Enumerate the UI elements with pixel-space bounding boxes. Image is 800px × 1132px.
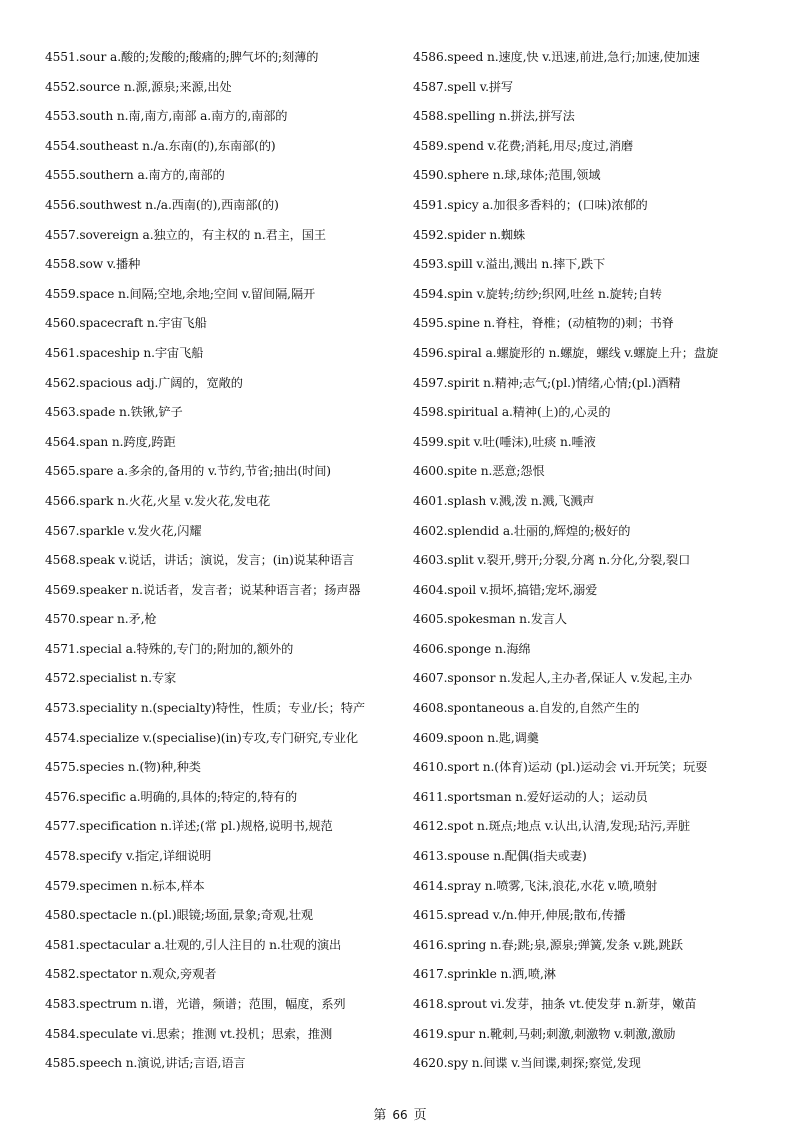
vocab-entry: 4590.sphere n.球,球体;范围,领域	[413, 168, 601, 183]
vocab-entry: 4619.spur n.靴刺,马刺;刺激,刺激物 v.刺激,激励	[413, 1026, 676, 1041]
vocab-entry: 4570.spear n.矛,枪	[45, 612, 157, 627]
vocab-entry: 4565.spare a.多余的,备用的 v.节约,节省;抽出(时间)	[45, 464, 331, 479]
vocab-entry: 4572.specialist n.专家	[45, 671, 177, 686]
vocab-entry: 4564.span n.跨度,跨距	[45, 434, 176, 449]
vocab-entry: 4556.southwest n./a.西南(的),西南部(的)	[45, 197, 279, 212]
vocab-entry: 4574.specialize v.(specialise)(in)专攻,专门研究,专业化	[45, 730, 358, 745]
vocab-entry: 4606.sponge n.海绵	[413, 641, 531, 656]
vocab-entry: 4567.sparkle v.发火花,闪耀	[45, 523, 202, 538]
vocab-entry: 4576.specific a.明确的,具体的;特定的,特有的	[45, 789, 298, 804]
page-number: 66	[392, 1108, 408, 1122]
vocab-entry: 4613.spouse n.配偶(指夫或妻)	[413, 849, 587, 864]
vocab-entry: 4592.spider n.蜘蛛	[413, 227, 526, 242]
vocab-entry: 4598.spiritual a.精神(上)的,心灵的	[413, 405, 611, 420]
vocab-entry: 4602.splendid a.壮丽的,辉煌的;极好的	[413, 523, 631, 538]
vocab-entry: 4588.spelling n.拼法,拼写法	[413, 109, 575, 124]
vocab-entry: 4609.spoon n.匙,调羹	[413, 730, 539, 745]
vocab-entry: 4579.specimen n.标本,样本	[45, 878, 205, 893]
vocab-entry: 4617.sprinkle n.洒,喷,淋	[413, 967, 556, 982]
vocab-entry: 4569.speaker n.说话者，发言者；说某种语言者；扬声器	[45, 582, 361, 597]
vocab-entry: 4597.spirit n.精神;志气;(pl.)情绪,心情;(pl.)酒精	[413, 375, 681, 390]
vocab-entry: 4618.sprout vi.发芽，抽条 vt.使发芽 n.新芽，嫩苗	[413, 997, 697, 1011]
vocab-entry: 4596.spiral a.螺旋形的 n.螺旋，螺线 v.螺旋上升；盘旋	[413, 345, 719, 360]
vocab-entry: 4583.spectrum n.谱，光谱，频谱；范围，幅度，系列	[45, 997, 346, 1011]
vocab-entry: 4604.spoil v.损坏,搞错;宠坏,溺爱	[413, 582, 598, 597]
vocab-entry: 4614.spray n.喷雾,飞沫,浪花,水花 v.喷,喷射	[413, 878, 658, 893]
vocab-entry: 4571.special a.特殊的,专门的;附加的,额外的	[45, 641, 294, 656]
vocab-entry: 4573.speciality n.(specialty)特性，性质；专业/长；特产	[45, 701, 365, 716]
vocab-entry: 4608.spontaneous a.自发的,自然产生的	[413, 701, 640, 716]
vocab-entry: 4611.sportsman n.爱好运动的人；运动员	[413, 789, 648, 804]
vocab-entry: 4557.sovereign a.独立的，有主权的 n.君主，国王	[45, 227, 326, 242]
vocab-entry: 4616.spring n.春;跳;泉,源泉;弹簧,发条 v.跳,跳跃	[413, 937, 683, 952]
vocab-entry: 4587.spell v.拼写	[413, 79, 514, 94]
footer-suffix: 页	[413, 1108, 427, 1123]
footer-prefix: 第	[373, 1108, 387, 1123]
vocab-entry: 4620.spy n.间谍 v.当间谍,刺探;察觉,发现	[413, 1056, 641, 1071]
vocab-entry: 4561.spaceship n.宇宙飞船	[45, 345, 204, 360]
vocab-entry: 4558.sow v.播种	[45, 257, 141, 272]
vocab-entry: 4568.speak v.说话，讲话；演说，发言；(in)说某种语言	[45, 553, 355, 568]
vocab-entry: 4581.spectacular a.壮观的,引人注目的 n.壮观的演出	[45, 937, 342, 952]
vocab-entry: 4586.speed n.速度,快 v.迅速,前进,急行;加速,使加速	[413, 50, 700, 64]
vocab-entry: 4559.space n.间隔;空地,余地;空间 v.留间隔,隔开	[45, 286, 316, 301]
vocab-entry: 4584.speculate vi.思索；推测 vt.投机；思索，推测	[45, 1026, 333, 1041]
vocab-entry: 4591.spicy a.加很多香料的；(口味)浓郁的	[413, 197, 648, 212]
vocab-entry: 4610.sport n.(体育)运动 (pl.)运动会 vi.开玩笑；玩耍	[413, 760, 708, 775]
vocab-entry: 4594.spin v.旋转;纺纱;织网,吐丝 n.旋转;自转	[413, 286, 662, 301]
vocab-entry: 4560.spacecraft n.宇宙飞船	[45, 316, 207, 331]
vocab-entry: 4589.spend v.花费;消耗,用尽;度过,消磨	[413, 138, 634, 153]
vocab-entry: 4603.split v.裂开,劈开;分裂,分离 n.分化,分裂,裂口	[413, 553, 691, 568]
vocab-entry: 4575.species n.(物)种,种类	[45, 760, 201, 775]
vocab-entry: 4554.southeast n./a.东南(的),东南部(的)	[45, 138, 276, 153]
vocab-entry: 4552.source n.源,源泉;来源,出处	[45, 79, 232, 94]
right-column	[413, 43, 795, 1079]
vocab-entry: 4563.spade n.铁锹,铲子	[45, 405, 183, 420]
vocab-entry: 4595.spine n.脊柱，脊椎；(动植物的)刺；书脊	[413, 316, 674, 331]
vocab-entry: 4607.sponsor n.发起人,主办者,保证人 v.发起,主办	[413, 671, 692, 686]
vocab-entry: 4585.speech n.演说,讲话;言语,语言	[45, 1056, 246, 1071]
vocab-entry: 4578.specify v.指定,详细说明	[45, 849, 212, 864]
vocab-entry: 4577.specification n.详述;(常 pl.)规格,说明书,规范	[45, 819, 333, 834]
vocab-entry: 4562.spacious adj.广阔的，宽敞的	[45, 375, 243, 390]
vocab-entry: 4612.spot n.斑点;地点 v.认出,认清,发现;玷污,弄脏	[413, 819, 691, 834]
vocab-entry: 4551.sour a.酸的;发酸的;酸痛的;脾气坏的;刻薄的	[45, 50, 319, 64]
vocab-entry: 4615.spread v./n.伸开,伸展;散布,传播	[413, 908, 626, 923]
vocab-entry: 4605.spokesman n.发言人	[413, 612, 567, 627]
vocab-entry: 4601.splash v.溅,泼 n.溅,飞溅声	[413, 493, 595, 508]
page-footer	[0, 1104, 800, 1123]
vocab-entry: 4593.spill v.溢出,溅出 n.摔下,跌下	[413, 257, 606, 272]
vocab-entry: 4599.spit v.吐(唾沫),吐痰 n.唾液	[413, 434, 596, 449]
vocab-entry: 4582.spectator n.观众,旁观者	[45, 967, 217, 982]
vocab-entry: 4566.spark n.火花,火星 v.发火花,发电花	[45, 493, 271, 508]
vocab-entry: 4553.south n.南,南方,南部 a.南方的,南部的	[45, 109, 288, 124]
vocab-entry: 4555.southern a.南方的,南部的	[45, 168, 225, 183]
vocab-entry: 4600.spite n.恶意;怨恨	[413, 464, 545, 479]
left-column	[45, 43, 405, 1079]
vocab-entry: 4580.spectacle n.(pl.)眼镜;场面,景象;奇观,壮观	[45, 908, 314, 923]
